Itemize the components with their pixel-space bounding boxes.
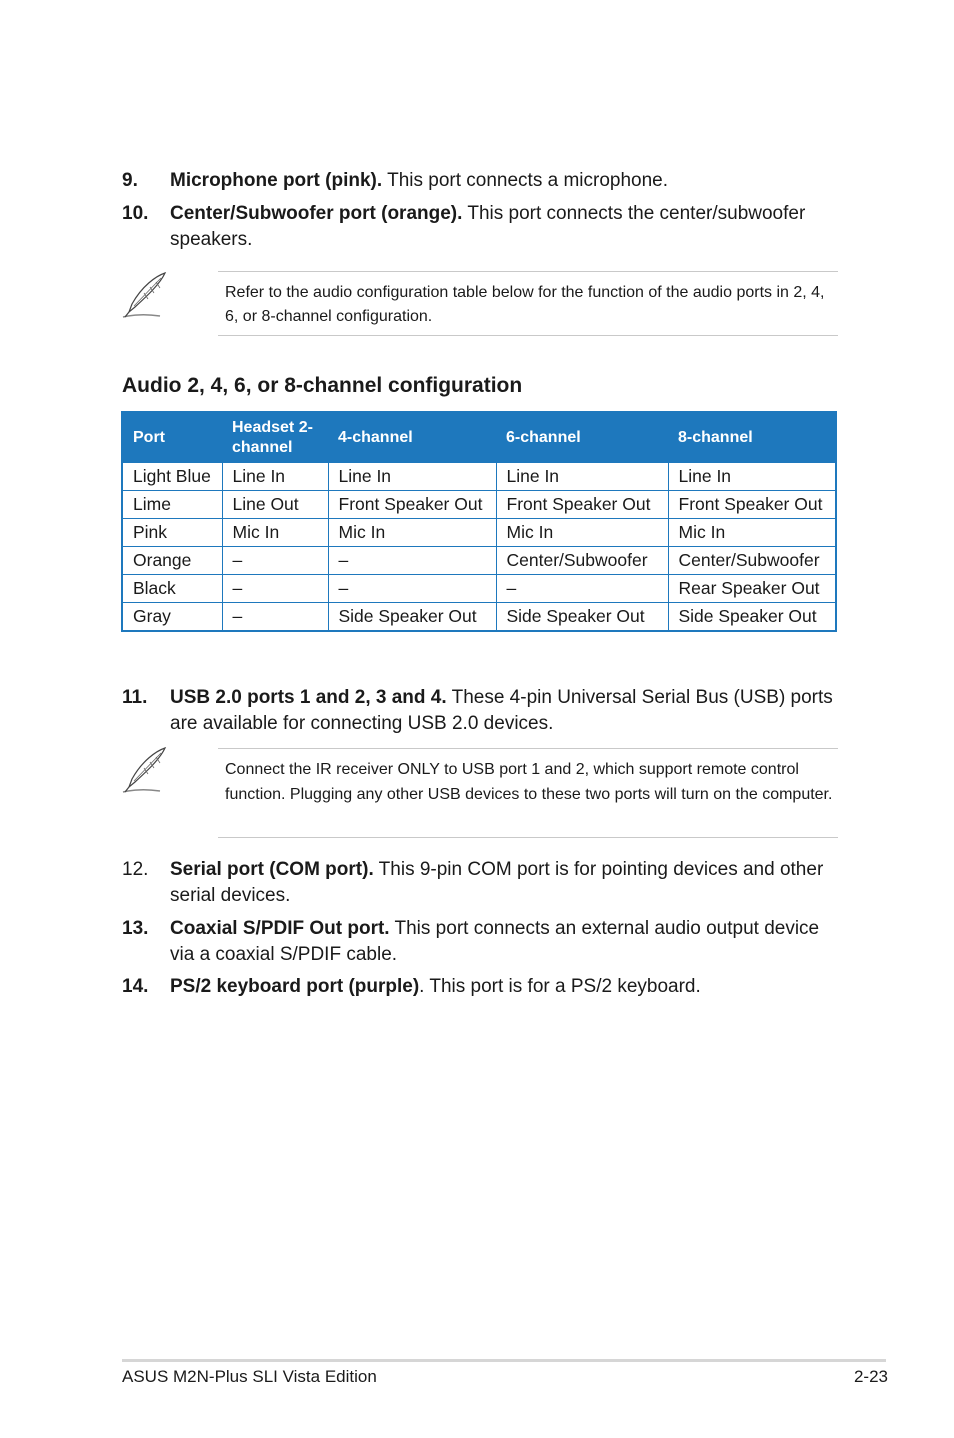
item-title: Microphone port (pink). [170,170,383,191]
table-cell: Pink [122,519,222,547]
table-cell: Line In [496,463,668,491]
column-header: Port [122,412,222,463]
note-text: Connect the IR receiver ONLY to USB port 1 and 2, which support remote control function. Plugging any other USB devices to these two ports will turn on the computer. [225,761,833,803]
table-row [122,575,836,603]
table-cell: Front Speaker Out [328,491,496,519]
list-item-10 [122,201,838,253]
table-cell: Center/Subwoofer [496,547,668,575]
list-item-11 [122,685,838,737]
page-number: 2-23 [853,1367,888,1386]
table-cell: Light Blue [122,463,222,491]
item-text: This port connects a microphone. [382,170,669,191]
footer-divider [122,1359,886,1362]
table-cell: Side Speaker Out [328,603,496,632]
table-cell: Lime [122,491,222,519]
table-heading: Audio 2, 4, 6, or 8-channel configuration [122,374,523,397]
column-header [222,412,328,463]
note-box [218,748,838,838]
table-cell: – [496,575,668,603]
table-header-row [122,412,836,463]
table-row [122,519,836,547]
item-number: 12. [122,859,149,880]
table-cell: Mic In [328,519,496,547]
table-cell: Black [122,575,222,603]
note-text: Refer to the audio configuration table below for the function of the audio ports in 2, 4, 6, or 8-channel configuration. [225,284,825,325]
table-cell: – [222,603,328,632]
header-line: Headset 2-channel [232,418,313,456]
list-item-13 [122,916,838,968]
table-cell: Line In [668,463,836,491]
table-row [122,491,836,519]
item-number: 11. [122,687,148,708]
table-cell: Center/Subwoofer [668,547,836,575]
table-cell: Orange [122,547,222,575]
pen-note-icon [120,745,170,795]
column-header: 4-channel [328,412,496,463]
table-cell: Gray [122,603,222,632]
pen-note-icon [120,270,170,320]
table-row [122,547,836,575]
item-title: Serial port (COM port). [170,859,374,880]
item-text: This port connects the center/subwoofer speakers. [170,203,806,250]
table-cell: – [328,575,496,603]
item-number: 13. [122,918,149,939]
item-text: This 9-pin COM port is for pointing devices and other serial devices. [170,859,824,906]
table-cell: Front Speaker Out [496,491,668,519]
table-row [122,603,836,632]
list-item-9 [122,168,838,194]
item-title: USB 2.0 ports 1 and 2, 3 and 4. [170,687,447,708]
column-header: 6-channel [496,412,668,463]
audio-config-table [121,411,837,632]
item-title: Coaxial S/PDIF Out port. [170,918,390,939]
item-text: This port connects an external audio output device via a coaxial S/PDIF cable. [170,918,820,965]
table-cell: Mic In [668,519,836,547]
item-text: . This port is for a PS/2 keyboard. [419,976,701,997]
table-cell: Front Speaker Out [668,491,836,519]
table-cell: Mic In [496,519,668,547]
table-cell: Line Out [222,491,328,519]
table-cell: Rear Speaker Out [668,575,836,603]
table-cell: Side Speaker Out [668,603,836,632]
item-number: 9. [122,170,138,191]
table-cell: Mic In [222,519,328,547]
item-number: 14. [122,976,149,997]
item-text: These 4-pin Universal Serial Bus (USB) ports are available for connecting USB 2.0 devices. [170,687,833,734]
item-number: 10. [122,203,149,224]
table-cell: Side Speaker Out [496,603,668,632]
table-cell: – [328,547,496,575]
table-cell: – [222,547,328,575]
table-cell: – [222,575,328,603]
table-row [122,463,836,491]
item-title: PS/2 keyboard port (purple) [170,976,420,997]
table-cell: Line In [328,463,496,491]
list-item-14 [122,974,838,1000]
table-cell: Line In [222,463,328,491]
item-title: Center/Subwoofer port (orange). [170,203,463,224]
list-item-12 [122,857,838,909]
column-header: 8-channel [668,412,836,463]
footer-title: ASUS M2N-Plus SLI Vista Edition [122,1367,377,1386]
note-box [218,271,838,336]
